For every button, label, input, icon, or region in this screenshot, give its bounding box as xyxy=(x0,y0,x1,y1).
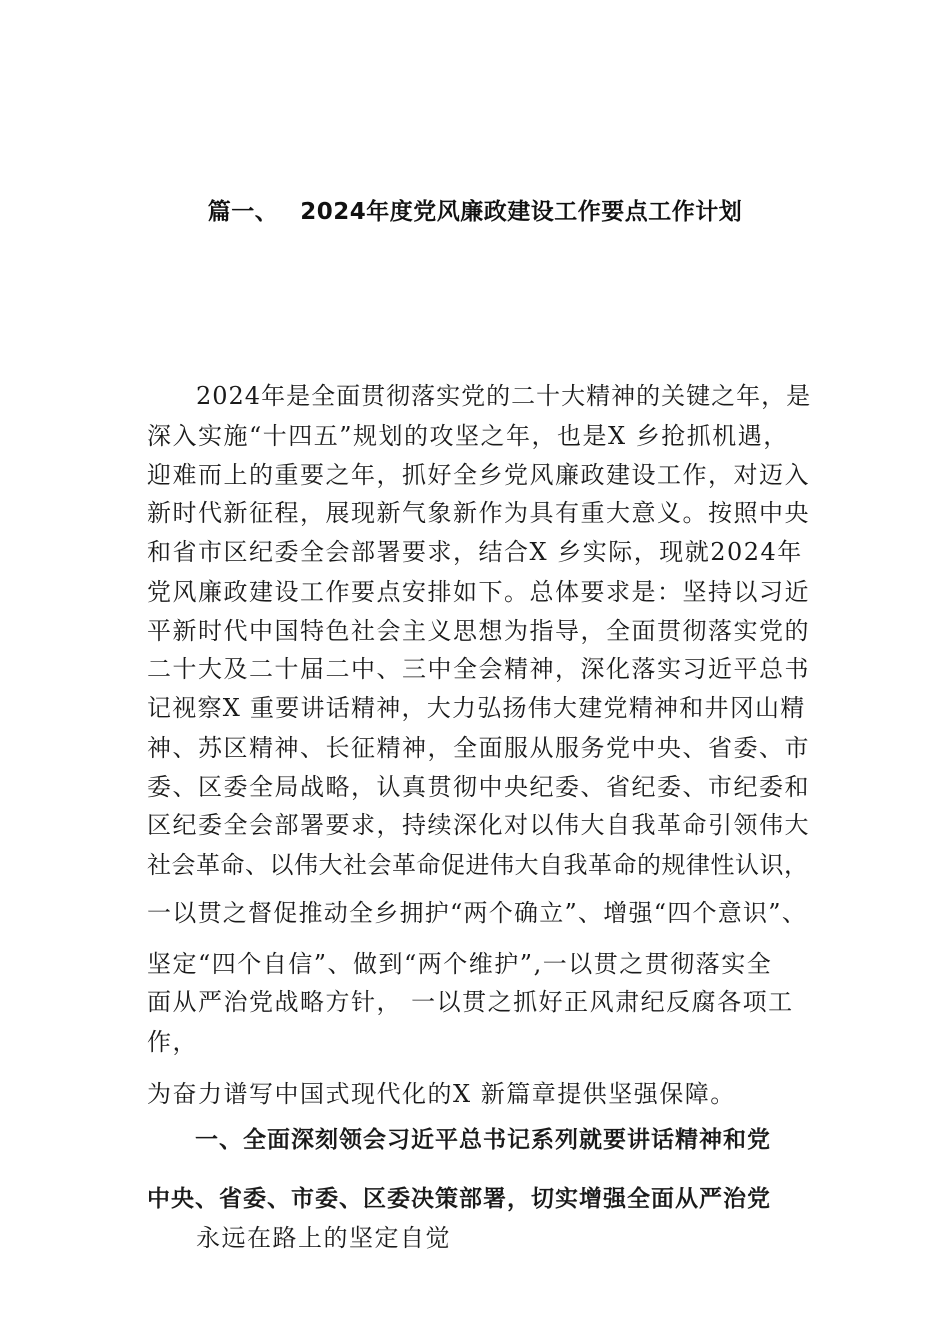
body-line: 作， xyxy=(147,1028,198,1056)
body-line: 社会革命、以伟大社会革命促进伟大自我革命的规律性认识， xyxy=(147,851,809,879)
body-line: 迎难而上的重要之年，抓好全乡党风廉政建设工作，对迈入 xyxy=(147,461,810,489)
title-main: 2024年度党风廉政建设工作要点工作计划 xyxy=(300,199,743,225)
section-heading-line: 一、全面深刻领会习近平总书记系列就要讲话精神和党 xyxy=(195,1127,771,1153)
body-line: 2024年是全面贯彻落实党的二十大精神的关键之年，是 xyxy=(196,382,812,410)
body-line: 新时代新征程，展现新气象新作为具有重大意义。按照中央 xyxy=(147,499,810,527)
body-line: 面从严治党战略方针， 一以贯之抓好正风肃纪反腐各项工 xyxy=(147,988,794,1016)
body-line: 委、区委全局战略，认真贯彻中央纪委、省纪委、市纪委和 xyxy=(147,773,810,801)
body-line: 区纪委全会部署要求，持续深化对以伟大自我革命引领伟大 xyxy=(147,811,810,839)
body-line: 一以贯之督促推动全乡拥护“两个确立”、增强“四个意识”、 xyxy=(147,899,808,927)
body-line: 坚定“四个自信”、做到“两个维护”,一以贯之贯彻落实全 xyxy=(147,950,773,978)
body-line: 为奋力谱写中国式现代化的X 新篇章提供坚强保障。 xyxy=(147,1080,736,1108)
body-line: 党风廉政建设工作要点安排如下。总体要求是：坚持以习近 xyxy=(147,578,810,606)
body-line: 平新时代中国特色社会主义思想为指导，全面贯彻落实党的 xyxy=(147,617,810,645)
section-heading-line: 中央、省委、市委、区委决策部署，切实增强全面从严治党 xyxy=(147,1186,771,1212)
document-title xyxy=(0,193,950,226)
body-line: 和省市区纪委全会部署要求，结合X 乡实际，现就2024年 xyxy=(147,538,803,566)
body-line: 二十大及二十届二中、三中全会精神，深化落实习近平总书 xyxy=(147,655,810,683)
body-line: 深入实施“十四五”规划的攻坚之年，也是X 乡抢抓机遇， xyxy=(147,422,789,450)
body-line: 记视察X 重要讲话精神，大力弘扬伟大建党精神和井冈山精 xyxy=(147,694,806,722)
section-heading-tail: 永远在路上的坚定自觉 xyxy=(196,1224,451,1252)
body-line: 神、苏区精神、长征精神，全面服从服务党中央、省委、市 xyxy=(147,734,810,762)
title-prefix: 篇一、 xyxy=(207,199,279,225)
